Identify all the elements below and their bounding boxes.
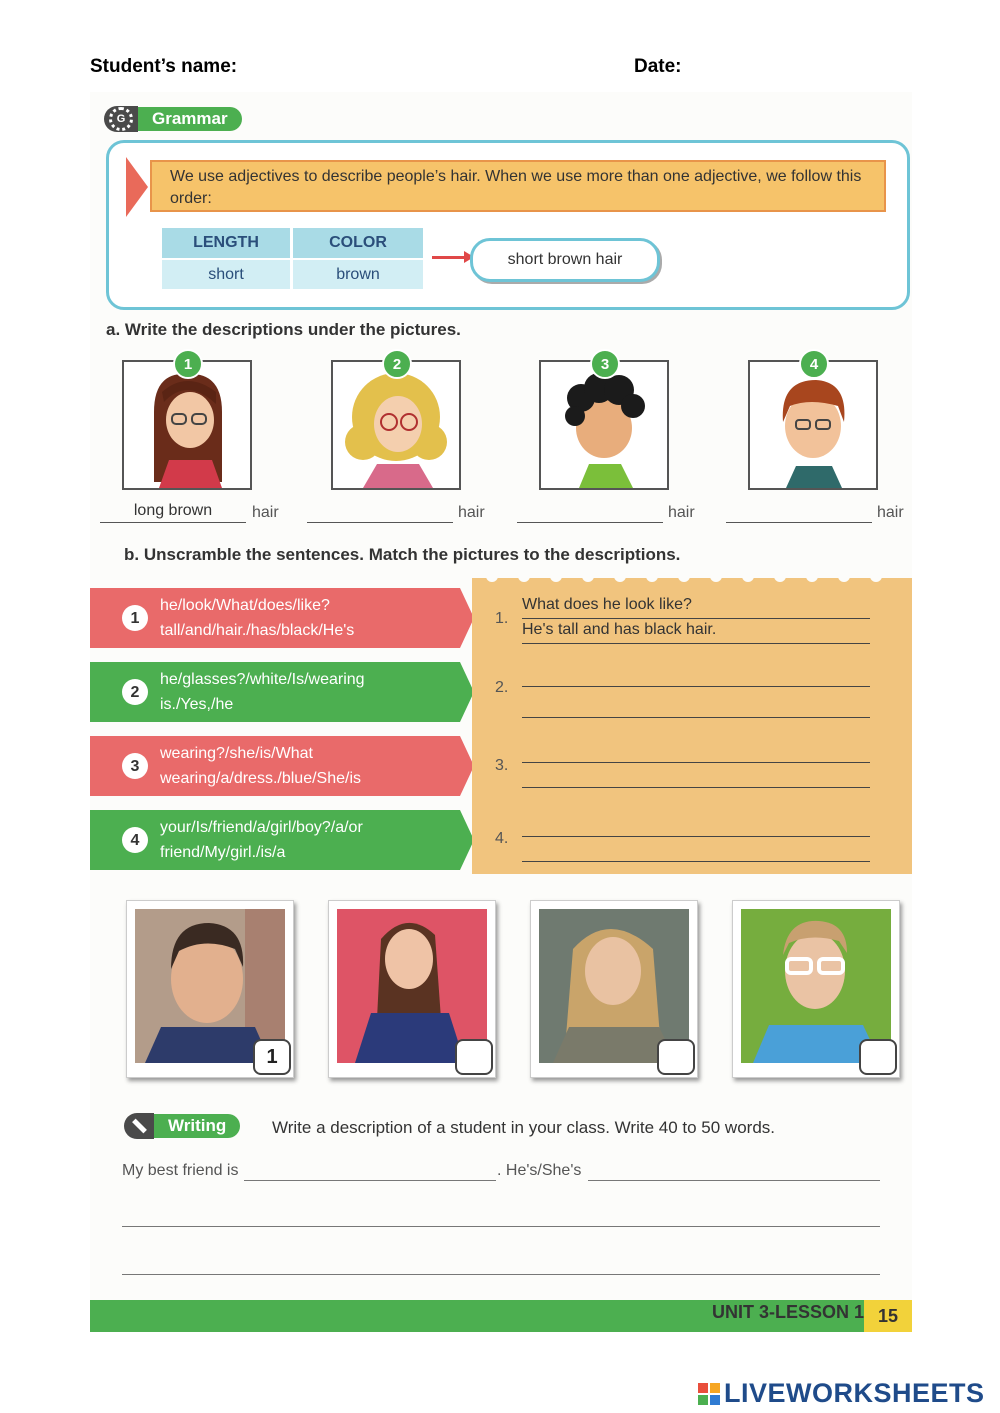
scramble-4-line2: friend/My/girl./is/a [160,844,286,861]
answer-a-1[interactable]: long brown [100,502,246,523]
answer-label-2: 2. [495,679,509,696]
answer-label-1: 1. [495,610,509,627]
table-header-color: COLOR [293,228,423,258]
student-name-label: Student’s name: [90,56,238,77]
writing-starter-1: My best friend is [122,1162,239,1179]
scramble-num-4: 4 [122,827,148,853]
photo-2 [328,900,496,1078]
answer-label-4: 4. [495,830,509,847]
scramble-num-3: 3 [122,753,148,779]
notepad-perforation [472,574,912,584]
footer-page: 15 [864,1300,912,1332]
answer-b-4-line2[interactable] [522,839,870,862]
match-box-3[interactable] [657,1039,695,1075]
cartoon-2 [331,360,461,490]
logo-icon [698,1383,720,1405]
grammar-pill [104,106,242,132]
match-box-2[interactable] [455,1039,493,1075]
photo-3 [530,900,698,1078]
date-input[interactable] [690,54,910,80]
scramble-3 [90,736,474,796]
scramble-3-line1: wearing?/she/is/What [160,745,313,762]
arrow-right-icon [432,256,466,259]
footer-unit: UNIT 3-LESSON 1 [712,1302,865,1322]
description-input-2[interactable] [122,1210,880,1227]
cartoon-boy-curly-hair [541,362,667,488]
writing-prompt: Write a description of a student in your class. Write 40 to 50 words. [272,1118,775,1137]
writing-starter-2: . He's/She's [497,1162,582,1179]
cartoon-badge-4: 4 [799,349,829,379]
section-a-title: a. Write the descriptions under the pictures. [106,320,461,339]
answer-b-4-line1[interactable] [522,814,870,837]
table-header-length: LENGTH [162,228,290,258]
logo-text: LIVEWORKSHEETS [724,1378,985,1408]
writing-pill [124,1113,240,1139]
description-input-1[interactable] [588,1164,880,1181]
scramble-2-line2: is./Yes,/he [160,696,234,713]
photo-4 [732,900,900,1078]
scramble-1 [90,588,474,648]
table-cell-length: short [162,260,290,289]
answer-a-3[interactable] [517,502,663,523]
date-label: Date: [634,56,682,77]
cartoon-4 [748,360,878,490]
scramble-1-line2: tall/and/hair./has/black/He's [160,622,355,639]
scramble-1-line1: he/look/What/does/like? [160,597,330,614]
answer-a-2[interactable] [307,502,453,523]
scramble-2 [90,662,474,722]
answer-b-2-line2[interactable] [522,695,870,718]
scramble-4 [90,810,474,870]
table-cell-color: brown [293,260,423,289]
cartoon-boy-red-hair [750,362,876,488]
answer-b-1-line2[interactable]: He's tall and has black hair. [522,621,870,644]
grammar-result: short brown hair [470,238,660,282]
gear-icon [104,106,138,132]
cartoon-girl-long-hair [124,362,250,488]
scramble-2-line1: he/glasses?/white/Is/wearing [160,671,365,688]
answer-b-1-line1[interactable]: What does he look like? [522,596,870,619]
grammar-title: Grammar [138,107,242,131]
answer-b-2-line1[interactable] [522,664,870,687]
section-b-title: b. Unscramble the sentences. Match the pictures to the descriptions. [124,545,681,564]
hair-suffix-3: hair [668,504,695,521]
cartoon-girl-curly-hair [333,362,459,488]
scramble-num-1: 1 [122,605,148,631]
photo-1 [126,900,294,1078]
gear-letter: G [109,107,133,131]
student-name-input[interactable] [245,54,605,80]
answer-b-3-line1[interactable] [522,740,870,763]
hair-suffix-1: hair [252,504,279,521]
cartoon-3 [539,360,669,490]
pencil-icon [124,1113,154,1139]
scramble-num-2: 2 [122,679,148,705]
cartoon-badge-1: 1 [173,349,203,379]
answer-label-3: 3. [495,757,509,774]
answer-b-3-line2[interactable] [522,765,870,788]
match-box-1[interactable]: 1 [253,1039,291,1075]
chevron-right-icon [126,157,148,217]
hair-suffix-4: hair [877,504,904,521]
cartoon-badge-3: 3 [590,349,620,379]
cartoon-badge-2: 2 [382,349,412,379]
grammar-note: We use adjectives to describe people’s hair. When we use more than one adjective, we follow this order: [150,160,886,212]
best-friend-input[interactable] [244,1164,496,1181]
cartoon-1 [122,360,252,490]
writing-title: Writing [154,1114,240,1138]
description-input-3[interactable] [122,1258,880,1275]
answer-a-4[interactable] [726,502,872,523]
match-box-4[interactable] [859,1039,897,1075]
scramble-3-line2: wearing/a/dress./blue/She/is [160,770,361,787]
scramble-4-line1: your/Is/friend/a/girl/boy?/a/or [160,819,363,836]
hair-suffix-2: hair [458,504,485,521]
liveworksheets-logo [698,1378,985,1409]
